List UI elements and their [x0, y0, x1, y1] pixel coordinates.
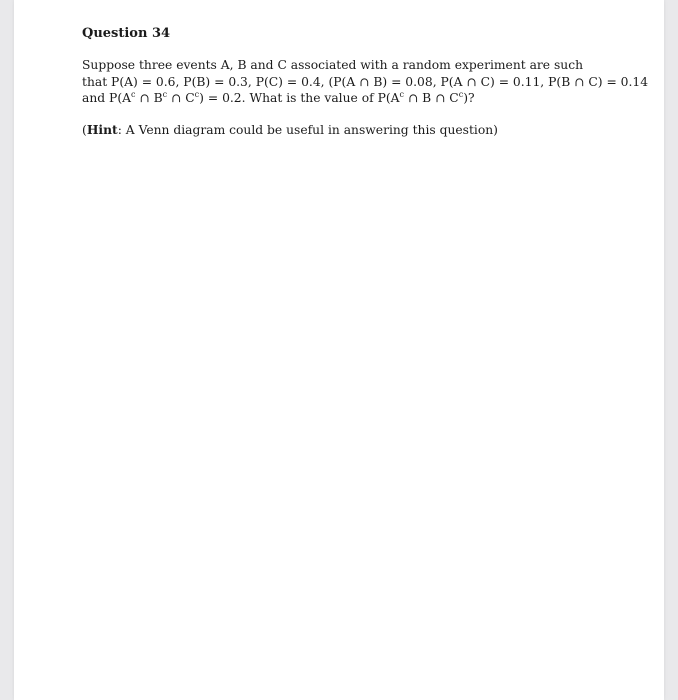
- none-a: P(A: [109, 91, 131, 105]
- hint-text: [82, 122, 622, 138]
- prob-c: P(C) = 0.4,: [255, 74, 329, 89]
- document-page: [14, 0, 664, 700]
- prob-a-and-b: (P(A ∩ B) = 0.08,: [328, 74, 441, 89]
- prob-none: [109, 91, 242, 105]
- none-b: ∩ B: [135, 91, 163, 105]
- question-line-2: [82, 74, 649, 91]
- hint-open: (: [82, 122, 87, 137]
- prob-b: P(B) = 0.3,: [183, 74, 256, 89]
- prob-a: P(A) = 0.6,: [111, 74, 184, 89]
- none-c: ∩ C: [167, 91, 195, 105]
- complement-b: c: [162, 89, 168, 99]
- target-complement-a: c: [399, 89, 405, 99]
- line3-prefix: and: [82, 91, 110, 105]
- complement-a: c: [131, 89, 136, 99]
- question-content: [82, 26, 649, 150]
- line2-prefix: that: [82, 74, 112, 89]
- question-text: [82, 57, 649, 107]
- target-b: ∩ B ∩ C: [404, 91, 459, 105]
- question-title: Question 34: [82, 26, 171, 41]
- prob-a-and-c: P(A ∩ C) = 0.11,: [440, 74, 549, 89]
- target-a: P(A: [377, 91, 400, 105]
- target-end: ): [463, 91, 469, 105]
- question-line-3: [82, 90, 622, 107]
- line3-suffix: ?: [468, 91, 475, 105]
- prob-b-and-c: P(B ∩ C) = 0.14: [548, 74, 649, 89]
- line3-middle: . What is the value of: [241, 91, 378, 105]
- target-complement-c: c: [458, 89, 464, 99]
- prob-target: [378, 91, 468, 105]
- question-line-1: Suppose three events A, B and C associated with a random experiment are such: [82, 58, 584, 72]
- complement-c: c: [194, 89, 200, 99]
- none-end: ) = 0.2: [199, 91, 242, 105]
- hint-label: Hint: [86, 121, 118, 137]
- hint-body: : A Venn diagram could be useful in answering this question): [117, 122, 498, 137]
